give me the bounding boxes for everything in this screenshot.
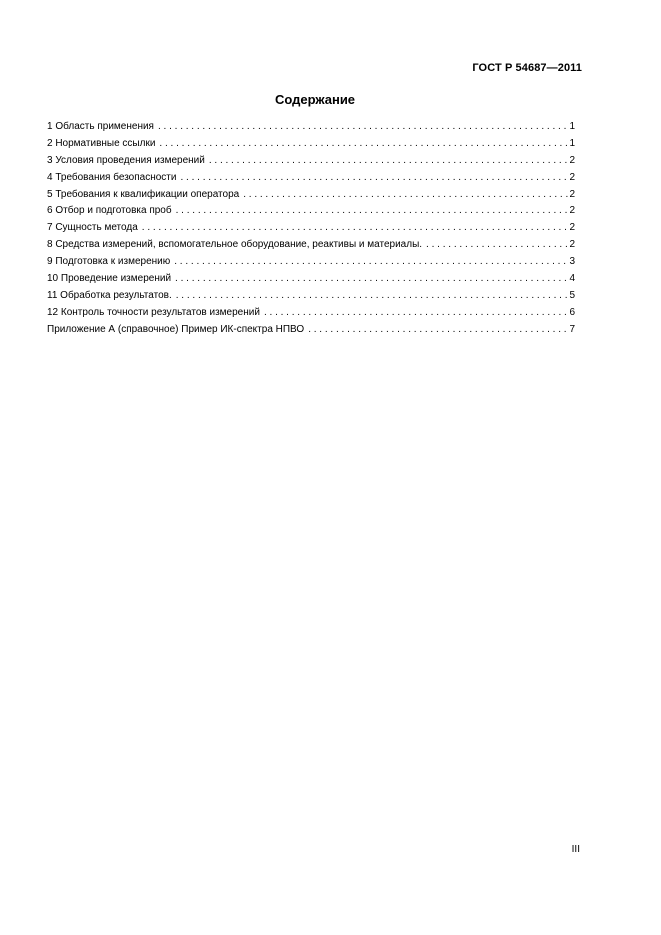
toc-dot-leader: [426, 237, 568, 254]
toc-entry[interactable]: [47, 237, 575, 254]
toc-entry-page: 2: [569, 188, 575, 200]
toc-entry-label: 3 Условия проведения измерений: [47, 154, 205, 166]
toc-entry[interactable]: [47, 170, 575, 187]
toc-dot-leader: [308, 322, 568, 339]
toc-entry[interactable]: [47, 288, 575, 305]
toc-entry[interactable]: [47, 220, 575, 237]
table-of-contents: [47, 119, 575, 339]
toc-dot-leader: [180, 170, 568, 187]
toc-entry-page: 2: [569, 171, 575, 183]
toc-entry-label: 11 Обработка результатов.: [47, 289, 172, 301]
toc-entry[interactable]: [47, 271, 575, 288]
toc-dot-leader: [209, 153, 569, 170]
toc-dot-leader: [158, 119, 568, 136]
toc-entry-label: 10 Проведение измерений: [47, 273, 172, 285]
toc-entry-label: 6 Отбор и подготовка проб: [47, 205, 172, 217]
toc-entry-page: 2: [569, 239, 575, 251]
toc-entry-page: 2: [569, 222, 575, 234]
toc-entry-page: 2: [569, 205, 575, 217]
toc-entry-page: 6: [569, 306, 575, 318]
toc-entry-label: 4 Требования безопасности: [47, 171, 177, 183]
toc-dot-leader: [176, 288, 569, 305]
toc-entry-label: Приложение А (справочное) Пример ИК-спектра НПВО: [47, 323, 305, 335]
toc-entry-label: 7 Сущность метода: [47, 222, 138, 234]
toc-entry-page: 4: [569, 273, 575, 285]
toc-entry[interactable]: [47, 322, 575, 339]
toc-entry-page: 5: [569, 289, 575, 301]
toc-dot-leader: [174, 254, 568, 271]
toc-dot-leader: [175, 271, 568, 288]
toc-entry-label: 5 Требования к квалификации оператора: [47, 188, 240, 200]
page-number: III: [571, 844, 580, 855]
toc-entry-page: 3: [569, 256, 575, 268]
toc-title: Содержание: [274, 92, 356, 107]
toc-dot-leader: [264, 305, 568, 322]
toc-entry[interactable]: [47, 187, 575, 204]
toc-entry-label: 9 Подготовка к измерению: [47, 256, 171, 268]
toc-entry-label: 12 Контроль точности результатов измерений: [47, 306, 260, 318]
toc-entry[interactable]: [47, 119, 575, 136]
toc-entry[interactable]: [47, 136, 575, 153]
toc-dot-leader: [142, 220, 569, 237]
toc-entry[interactable]: [47, 254, 575, 271]
toc-entry-label: 2 Нормативные ссылки: [47, 137, 156, 149]
toc-entry-label: 8 Средства измерений, вспомогательное оборудование, реактивы и материалы.: [47, 239, 423, 251]
toc-entry-label: 1 Область применения: [47, 121, 154, 132]
toc-dot-leader: [176, 203, 569, 220]
toc-entry-page: 2: [569, 154, 575, 166]
toc-entry[interactable]: [47, 203, 575, 220]
toc-entry-page: 1: [569, 137, 575, 149]
toc-entry[interactable]: [47, 153, 575, 170]
toc-entry[interactable]: [47, 305, 575, 322]
toc-dot-leader: [243, 187, 568, 204]
toc-dot-leader: [159, 136, 568, 153]
document-code: ГОСТ Р 54687—2011: [472, 62, 582, 74]
toc-entry-page: 1: [569, 121, 575, 132]
toc-entry-page: 7: [569, 323, 575, 335]
